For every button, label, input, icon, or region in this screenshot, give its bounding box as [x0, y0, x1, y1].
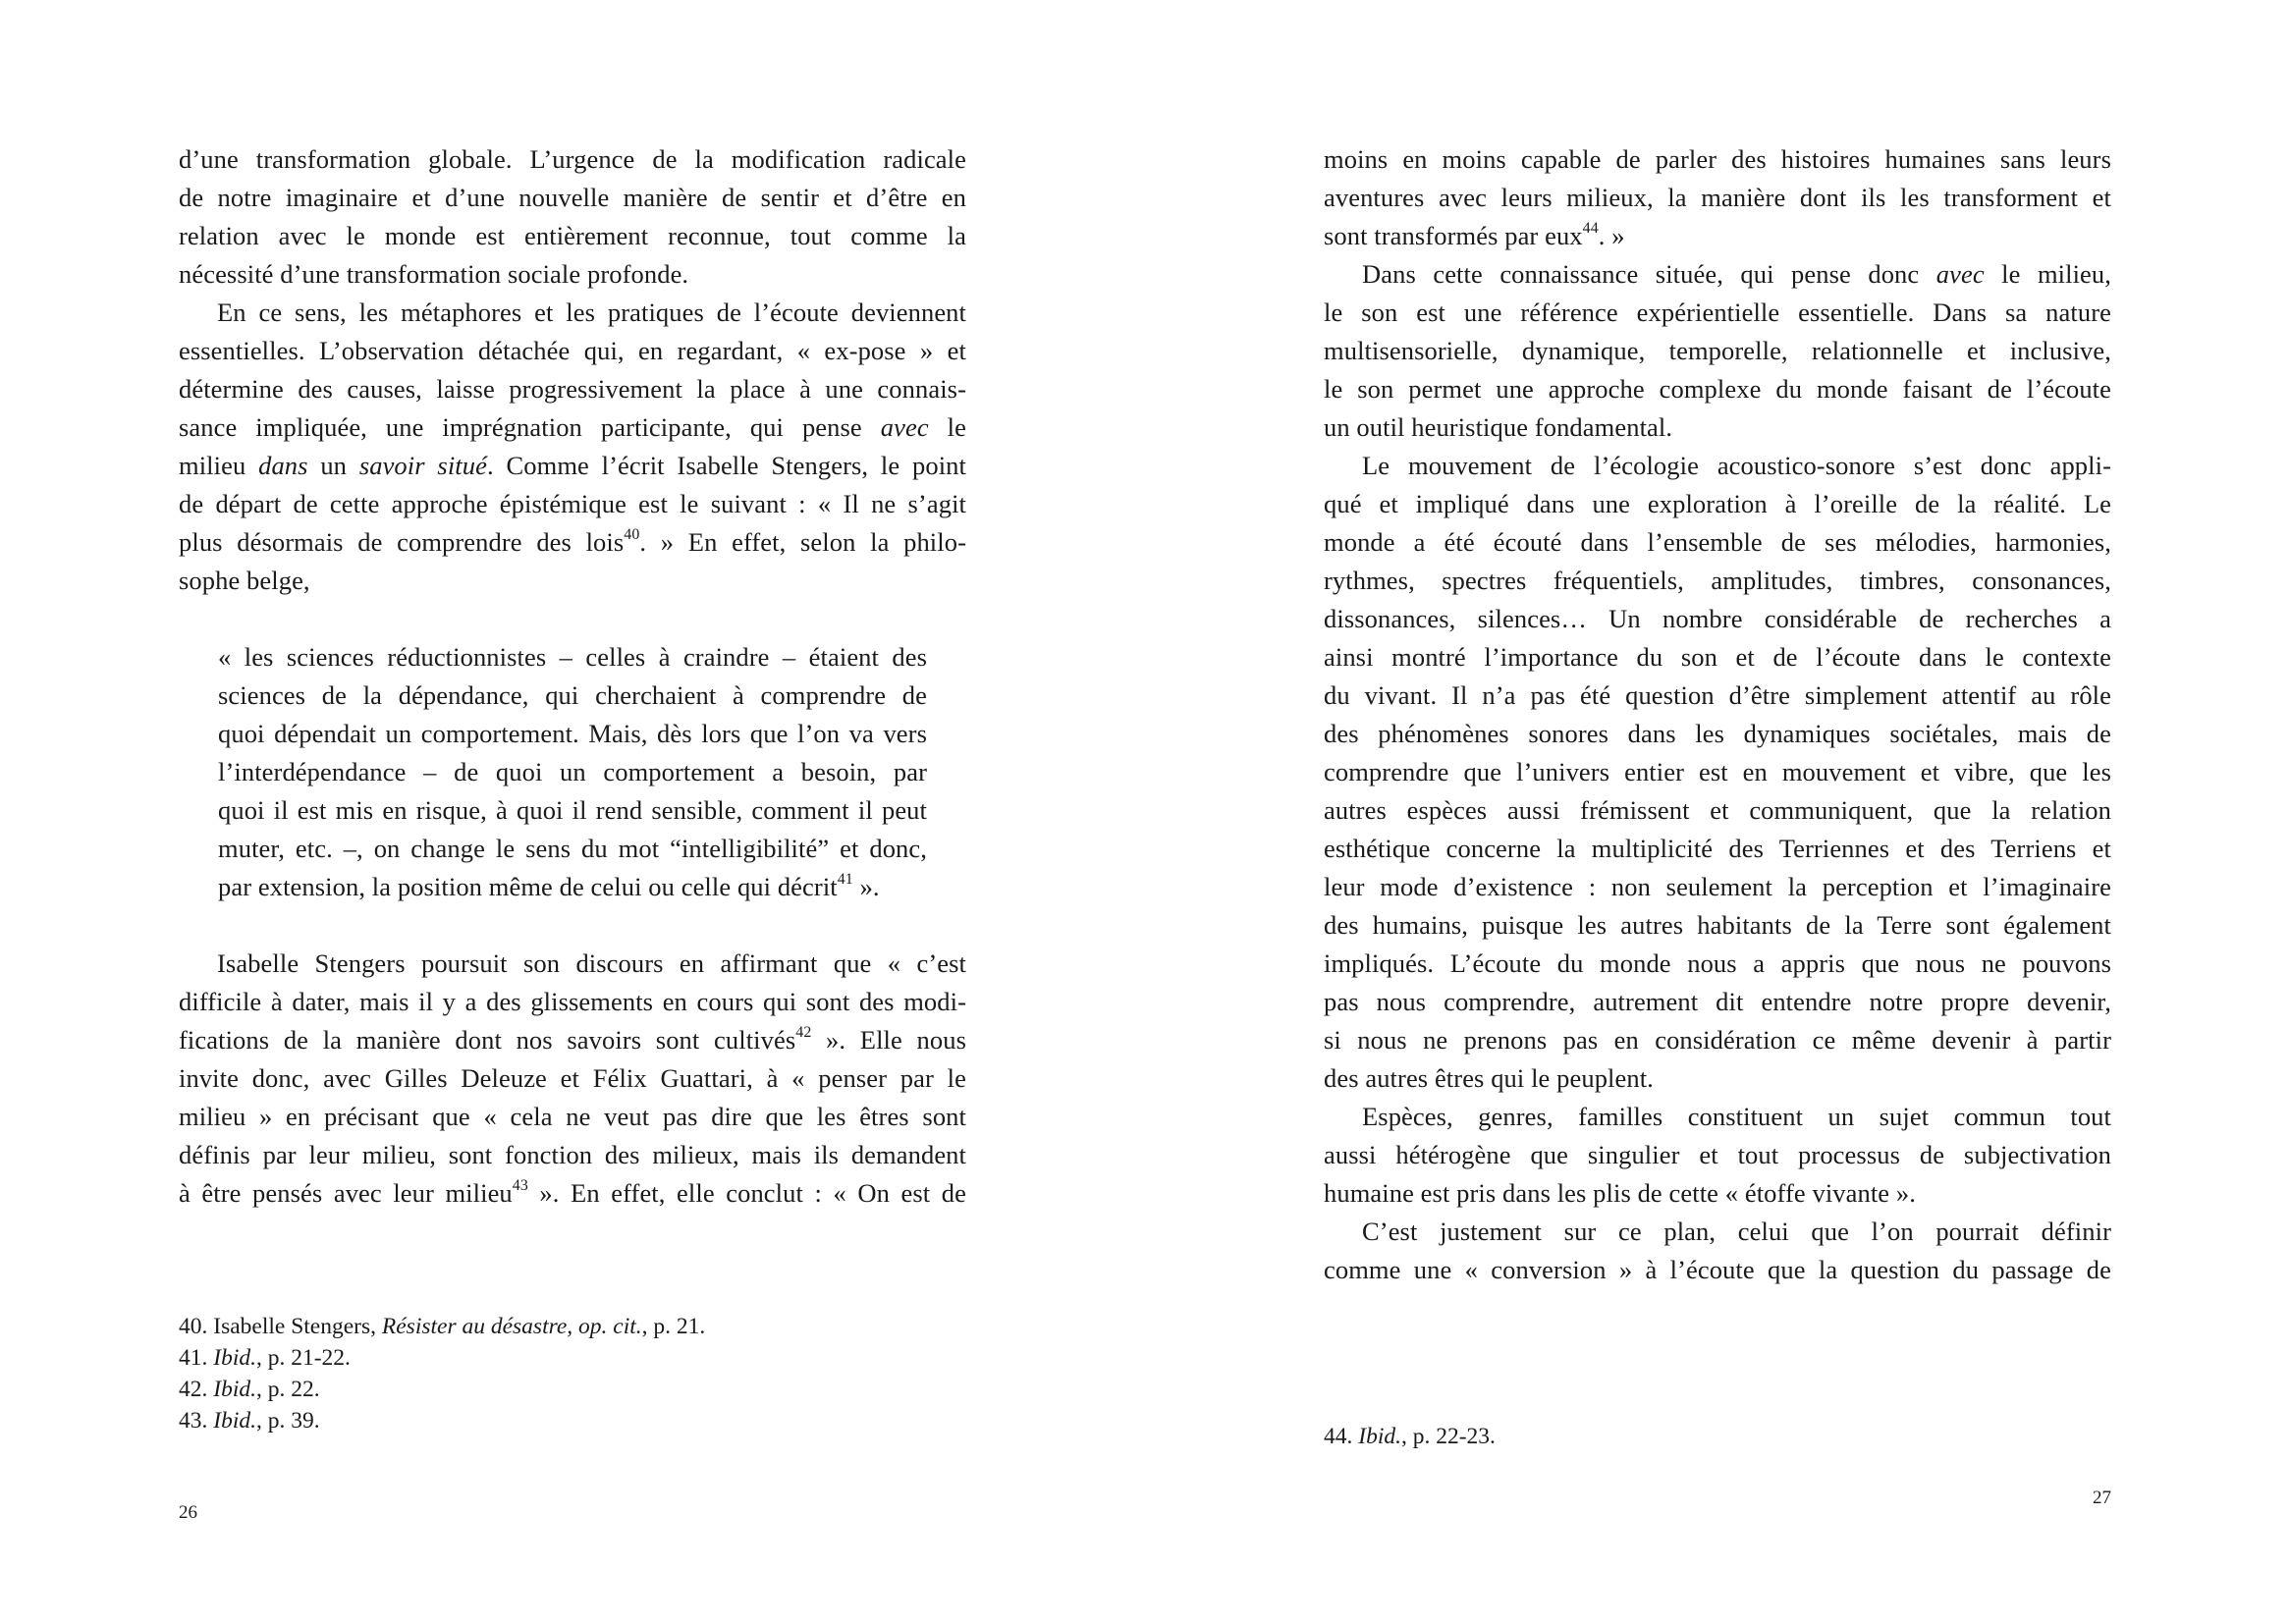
text-run: moins en moins capable de parler des histoires humaines sans leurs — [1324, 144, 2111, 174]
text-line — [179, 370, 966, 408]
text-line — [1324, 945, 2111, 983]
text-run: milieu » en précisant que « cela ne veut pas dire que les êtres sont — [179, 1102, 966, 1131]
text-line — [1324, 983, 2111, 1021]
text-run: milieu — [179, 451, 259, 480]
text-line — [1324, 1174, 2111, 1213]
text-run: , p. 39. — [255, 1408, 320, 1434]
text-run: 40. Isabelle Stengers, — [179, 1314, 382, 1339]
text-run: leur mode d’existence : non seulement la perception et l’imaginaire — [1324, 872, 2111, 901]
text-run: quoi dépendait un comportement. Mais, dès lors que l’on va vers — [218, 719, 927, 748]
text-run: un outil heuristique fondamental. — [1324, 412, 1673, 442]
text-line — [1324, 1251, 2111, 1289]
text-line — [179, 447, 966, 485]
text-run: des phénomènes sonores dans les dynamiques sociétales, mais de — [1324, 719, 2111, 748]
right-page — [1145, 0, 2289, 1624]
text-line — [1324, 370, 2111, 408]
italic-text: Ibid. — [213, 1345, 256, 1371]
text-run: si nous ne prenons pas en considération ce même devenir à partir — [1324, 1025, 2111, 1055]
footnote-ref[interactable]: 42 — [795, 1024, 812, 1042]
text-line — [1324, 1213, 2111, 1251]
text-run: des humains, puisque les autres habitants de la Terre sont également — [1324, 910, 2111, 940]
text-line — [1324, 485, 2111, 523]
text-line — [1324, 1059, 2111, 1098]
text-run: . Comme l’écrit Isabelle Stengers, le point — [486, 451, 966, 480]
text-run: aventures avec leurs milieux, la manière dont ils les transforment et — [1324, 183, 2111, 212]
text-run: sance impliquée, une imprégnation participante, qui pense — [179, 412, 881, 442]
text-run: plus désormais de comprendre des lois — [179, 527, 625, 557]
left-body-after-quote — [179, 945, 966, 1213]
footnote-ref[interactable]: 41 — [837, 871, 853, 889]
text-run: ». — [852, 872, 880, 901]
left-body-before-quote — [179, 140, 966, 600]
text-line — [179, 1059, 966, 1098]
text-run: dissonances, silences… Un nombre considérable de recherches a — [1324, 604, 2111, 633]
italic-text: avec — [1935, 259, 1985, 289]
text-run: relation avec le monde est entièrement reconnue, tout comme la — [179, 221, 966, 250]
text-run: nécessité d’une transformation sociale profonde. — [179, 259, 689, 289]
italic-text: Résister au désastre, op. cit. — [381, 1314, 642, 1339]
text-run: 43. — [179, 1408, 214, 1434]
italic-text: Ibid. — [213, 1408, 256, 1434]
footnote — [179, 1374, 966, 1405]
text-line — [1324, 791, 2111, 830]
text-run: sophe belge, — [179, 566, 310, 595]
text-run: le — [928, 412, 966, 442]
text-line — [1324, 332, 2111, 370]
text-line — [1324, 294, 2111, 332]
italic-text: Ibid. — [1358, 1424, 1401, 1449]
text-run: Isabelle Stengers poursuit son discours en affirmant que « c’est — [217, 948, 966, 978]
text-line — [179, 294, 966, 332]
text-run: esthétique concerne la multiplicité des Terriennes et des Terriens et — [1324, 834, 2111, 863]
text-line — [1324, 1021, 2111, 1059]
page-number-right: 27 — [2093, 1488, 2111, 1508]
text-line — [1324, 1136, 2111, 1174]
text-line — [218, 638, 927, 677]
text-line — [179, 562, 966, 600]
text-run: En ce sens, les métaphores et les pratiques de l’écoute deviennent — [217, 298, 966, 327]
text-line — [1324, 638, 2111, 677]
text-line — [179, 332, 966, 370]
text-line — [218, 677, 927, 715]
text-line — [1324, 868, 2111, 906]
text-run: comme une « conversion » à l’écoute que la question du passage de — [1324, 1255, 2111, 1284]
text-line — [179, 255, 966, 294]
text-line — [218, 715, 927, 753]
spacer — [179, 600, 966, 638]
text-line — [179, 945, 966, 983]
text-line — [1324, 179, 2111, 217]
text-line — [1324, 715, 2111, 753]
text-line — [179, 179, 966, 217]
text-run: 44. — [1324, 1424, 1359, 1449]
text-run: ». Elle nous — [811, 1025, 966, 1055]
text-line — [218, 830, 927, 868]
text-line — [1324, 255, 2111, 294]
text-run: ainsi montré l’importance du son et de l’écoute dans le contexte — [1324, 642, 2111, 672]
text-run: ». En effet, elle conclut : « On est de — [527, 1178, 966, 1208]
text-run: sciences de la dépendance, qui cherchaient à comprendre de — [218, 680, 927, 710]
text-line — [1324, 447, 2111, 485]
text-run: impliqués. L’écoute du monde nous a appris que nous ne pouvons — [1324, 948, 2111, 978]
text-run: des autres êtres qui le peuplent. — [1324, 1063, 1654, 1093]
text-run: Le mouvement de l’écologie acoustico-sonore s’est donc appli- — [1362, 451, 2111, 480]
text-run: définis par leur milieu, sont fonction des milieux, mais ils demandent — [179, 1140, 966, 1169]
text-line — [1324, 1098, 2111, 1136]
text-line — [218, 753, 927, 791]
left-page — [0, 0, 1144, 1624]
text-run: pas nous comprendre, autrement dit entendre notre propre devenir, — [1324, 987, 2111, 1016]
text-run: 41. — [179, 1345, 214, 1371]
footnote — [1324, 1421, 2111, 1452]
text-run: d’une transformation globale. L’urgence de la modification radicale — [179, 144, 966, 174]
text-run: de notre imaginaire et d’une nouvelle manière de sentir et d’être en — [179, 183, 966, 212]
text-run: détermine des causes, laisse progressivement la place à une connais- — [179, 374, 966, 404]
text-line — [179, 1136, 966, 1174]
text-run: « les sciences réductionnistes – celles à craindre – étaient des — [218, 642, 927, 672]
right-body-text — [1324, 140, 2111, 1289]
text-run: par extension, la position même de celui ou celle qui décrit — [218, 872, 838, 901]
italic-text: Ibid. — [213, 1377, 256, 1402]
text-line — [1324, 677, 2111, 715]
text-run: comprendre que l’univers entier est en mouvement et vibre, que les — [1324, 757, 2111, 786]
text-line — [179, 1098, 966, 1136]
text-run: humaine est pris dans les plis de cette « étoffe vivante ». — [1324, 1178, 1916, 1208]
text-run: Espèces, genres, familles constituent un sujet commun tout — [1362, 1102, 2111, 1131]
text-run: multisensorielle, dynamique, temporelle, relationnelle et inclusive, — [1324, 336, 2111, 365]
text-run: l’interdépendance – de quoi un comportement a besoin, par — [218, 757, 927, 786]
spacer — [179, 906, 966, 945]
text-line — [179, 408, 966, 447]
text-line — [1324, 408, 2111, 447]
text-run: monde a été écouté dans l’ensemble de ses mélodies, harmonies, — [1324, 527, 2111, 557]
text-run: qué et impliqué dans une exploration à l’oreille de la réalité. Le — [1324, 489, 2111, 518]
text-run: . » En effet, selon la philo- — [639, 527, 966, 557]
text-line — [179, 140, 966, 179]
text-run: du vivant. Il n’a pas été question d’être simplement attentif au rôle — [1324, 680, 2111, 710]
text-line — [179, 1021, 966, 1059]
text-run: aussi hétérogène que singulier et tout processus de subjectivation — [1324, 1140, 2111, 1169]
text-run: , p. 21-22. — [255, 1345, 351, 1371]
text-line — [218, 868, 927, 906]
text-line — [1324, 217, 2111, 255]
text-line — [179, 523, 966, 562]
footnote-ref[interactable]: 44 — [1582, 220, 1599, 238]
text-line — [1324, 906, 2111, 945]
text-run: essentielles. L’observation détachée qui, en regardant, « ex-pose » et — [179, 336, 966, 365]
text-line — [1324, 600, 2111, 638]
text-run: le son permet une approche complexe du monde faisant de l’écoute — [1324, 374, 2111, 404]
text-line — [1324, 753, 2111, 791]
right-footnotes — [1324, 1421, 2111, 1452]
text-line — [179, 1174, 966, 1213]
left-body-text — [179, 140, 966, 1213]
text-line — [179, 485, 966, 523]
footnote — [179, 1311, 966, 1342]
text-run: le son est une référence expérientielle essentielle. Dans sa nature — [1324, 298, 2111, 327]
text-line — [1324, 830, 2111, 868]
footnote — [179, 1342, 966, 1374]
text-run: de départ de cette approche épistémique est le suivant : « Il ne s’agit — [179, 489, 966, 518]
text-run: Dans cette connaissance située, qui pense donc — [1362, 259, 1936, 289]
text-line — [179, 983, 966, 1021]
text-run: un — [307, 451, 359, 480]
text-run: difficile à dater, mais il y a des glissements en cours qui sont des modi- — [179, 987, 966, 1016]
text-line — [218, 791, 927, 830]
italic-text: dans — [258, 451, 308, 480]
text-line — [1324, 140, 2111, 179]
left-footnotes — [179, 1311, 966, 1436]
text-run: le milieu, — [1984, 259, 2111, 289]
footnote-ref[interactable]: 40 — [624, 526, 640, 544]
text-line — [1324, 523, 2111, 562]
text-run: sont transformés par eux — [1324, 221, 1583, 250]
text-run: autres espèces aussi frémissent et communiquent, que la relation — [1324, 795, 2111, 825]
text-run: , p. 21. — [641, 1314, 706, 1339]
text-run: , p. 22. — [255, 1377, 320, 1402]
text-run: C’est justement sur ce plan, celui que l’on pourrait définir — [1362, 1217, 2111, 1246]
page-number-left: 26 — [179, 1502, 197, 1523]
text-run: fications de la manière dont nos savoirs sont cultivés — [179, 1025, 796, 1055]
text-line — [1324, 562, 2111, 600]
italic-text: avec — [880, 412, 929, 442]
text-line — [179, 217, 966, 255]
italic-text: savoir situé — [358, 451, 487, 480]
text-run: muter, etc. –, on change le sens du mot “intelligibilité” et donc, — [218, 834, 927, 863]
footnote — [179, 1405, 966, 1436]
text-run: invite donc, avec Gilles Deleuze et Félix Guattari, à « penser par le — [179, 1063, 966, 1093]
text-run: . » — [1598, 221, 1625, 250]
footnote-ref[interactable]: 43 — [512, 1177, 528, 1195]
text-run: , p. 22-23. — [1400, 1424, 1496, 1449]
text-run: à être pensés avec leur milieu — [179, 1178, 513, 1208]
block-quote — [218, 638, 927, 906]
text-run: rythmes, spectres fréquentiels, amplitudes, timbres, consonances, — [1324, 566, 2111, 595]
text-run: 42. — [179, 1377, 214, 1402]
text-run: quoi il est mis en risque, à quoi il rend sensible, comment il peut — [218, 795, 927, 825]
